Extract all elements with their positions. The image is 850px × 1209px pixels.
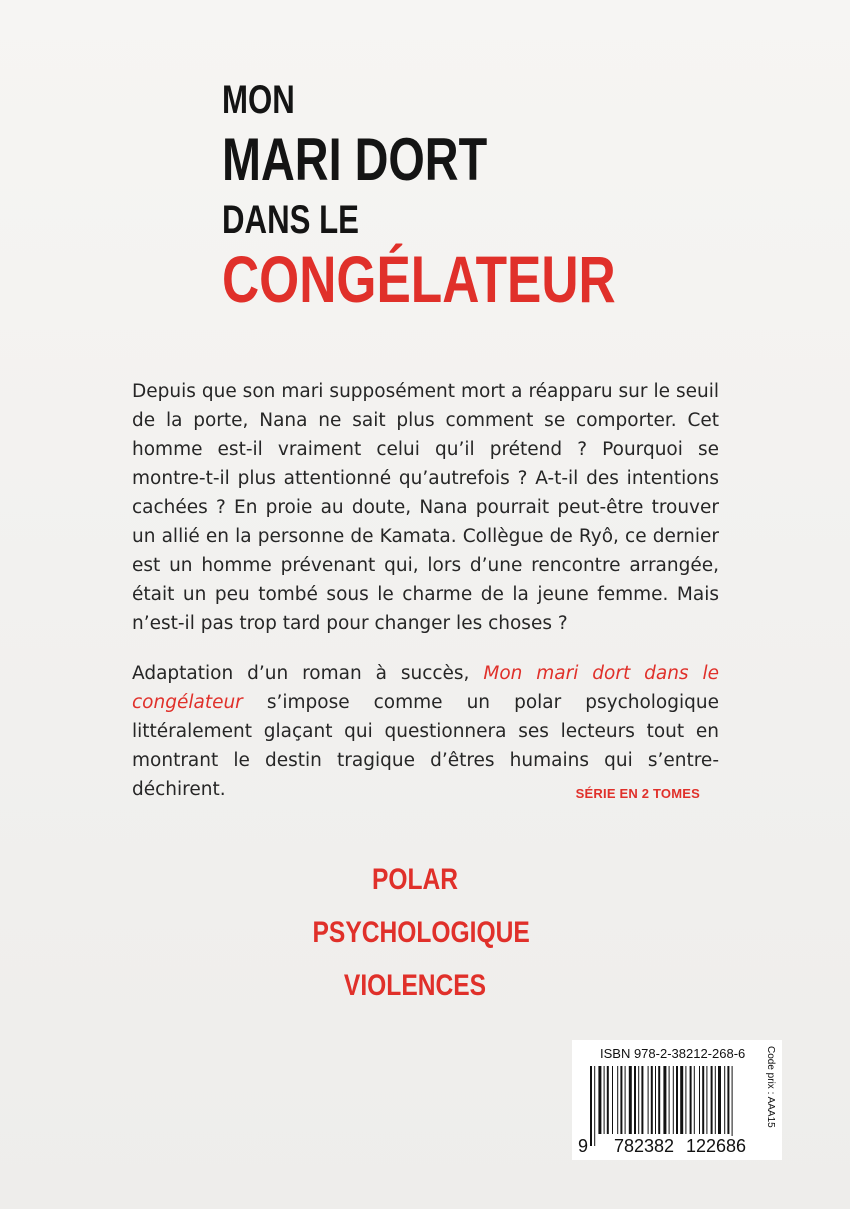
- barcode-bar: [620, 1066, 622, 1134]
- barcode-bar: [625, 1066, 626, 1134]
- barcode-bar: [638, 1066, 639, 1134]
- barcode-bar: [711, 1066, 713, 1134]
- barcode-icon: [580, 1066, 764, 1146]
- barcode-bar: [658, 1066, 660, 1134]
- barcode-bar: [604, 1066, 605, 1134]
- barcode-bar: [673, 1066, 674, 1134]
- barcode-bar: [676, 1066, 678, 1134]
- genre-list: [290, 862, 540, 1021]
- barcode-bar: [612, 1066, 613, 1134]
- barcode-bar: [629, 1066, 632, 1134]
- barcode-digit-first: 9: [578, 1136, 589, 1156]
- barcode-bar: [634, 1066, 636, 1134]
- barcode-digits-left: 782382: [614, 1136, 675, 1156]
- adaptation-text-after: s’impose comme un polar psychologique littéralement glaçant qui questionnera ses lecteurs tout en montrant le destin tragique d’êtres humains qui s’entre-déchirent.: [132, 692, 719, 800]
- genre-polar: POLAR: [371, 863, 459, 896]
- barcode-bar: [718, 1066, 721, 1134]
- adaptation-book-title: Mon mari dort dans le congélateur: [132, 663, 719, 713]
- barcode-bar: [680, 1066, 683, 1134]
- title-line-congelateur: CONGÉLATEUR: [222, 242, 616, 316]
- barcode-bar: [651, 1066, 653, 1134]
- series-note: SÉRIE EN 2 TOMES: [575, 786, 700, 801]
- barcode-bar: [594, 1066, 595, 1146]
- barcode-bar: [715, 1066, 716, 1134]
- barcode-bar: [694, 1066, 695, 1134]
- barcode-bar: [598, 1066, 601, 1134]
- barcode-bar: [732, 1066, 733, 1146]
- barcode-digits-right: 122686: [686, 1136, 747, 1156]
- isbn-label: ISBN 978-2-38212-268-6: [600, 1046, 746, 1061]
- barcode-bar: [655, 1066, 656, 1134]
- barcode-bar: [727, 1066, 729, 1134]
- barcode-bar: [641, 1066, 643, 1134]
- barcode-bar: [663, 1066, 666, 1134]
- barcode-bar: [690, 1066, 692, 1134]
- title-line-mon: MON: [222, 78, 295, 122]
- genre-psychologique: PSYCHOLOGIQUE: [312, 916, 530, 949]
- title-line-dans-le: DANS LE: [222, 198, 359, 242]
- barcode-bar: [706, 1066, 707, 1134]
- barcode-bar: [648, 1066, 649, 1134]
- barcode-bar: [607, 1066, 609, 1134]
- barcode-bar: [702, 1066, 704, 1134]
- title-line-mari-dort: MARI DORT: [222, 126, 488, 193]
- isbn-barcode-block: [572, 1040, 782, 1160]
- price-code-label: Code prix : AAA15: [765, 1046, 776, 1128]
- price-code: [764, 1046, 778, 1156]
- genre-violences: VIOLENCES: [343, 969, 487, 1002]
- barcode-bar: [617, 1066, 618, 1134]
- barcode-bar: [699, 1066, 700, 1134]
- barcode-bar: [724, 1066, 725, 1134]
- adaptation-paragraph: [132, 659, 719, 804]
- barcode-bar: [669, 1066, 670, 1134]
- synopsis-paragraph: Depuis que son mari supposément mort a réapparu sur le seuil de la porte, Nana ne sait plus comment se comporter. Cet homme est-il vraiment celui qu’il prétend ? Pourquoi se montre-t-il plus attentionné qu’autrefois ? A-t-il des intentions cachées ? En proie au doute, Nana pourrait peut-être trouver un allié en la personne de Kamata. Collègue de Ryô, ce dernier est un homme prévenant qui, lors d’une rencontre arrangée, était un peu tombé sous le charme de la jeune femme. Mais n’est-il pas trop tard pour changer les choses ?: [132, 381, 719, 634]
- adaptation-text-before: Adaptation d’un roman à succès,: [132, 663, 484, 684]
- barcode-bar: [590, 1066, 592, 1146]
- barcode-bar: [685, 1066, 686, 1134]
